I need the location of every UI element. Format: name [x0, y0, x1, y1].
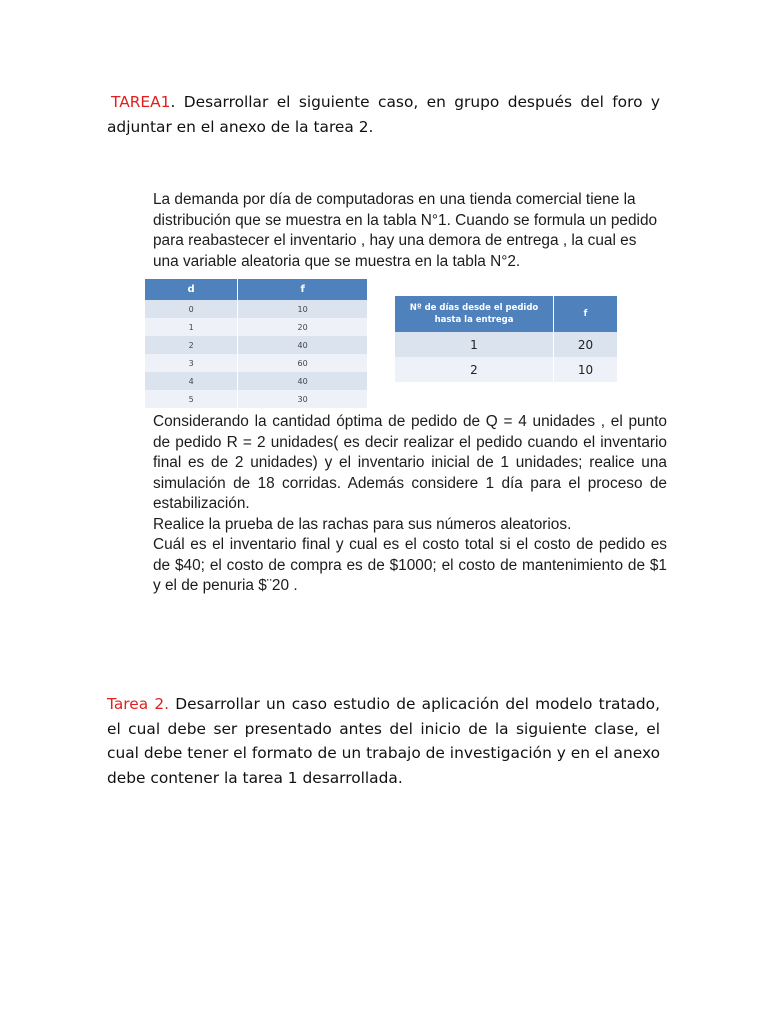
table1-cell: 0	[145, 300, 238, 318]
table1-header-f: f	[238, 279, 367, 300]
table1-cell: 3	[145, 354, 238, 372]
table-row	[145, 318, 367, 336]
demand-table	[145, 279, 367, 408]
table-row	[395, 357, 617, 382]
table2-cell: 2	[395, 357, 554, 382]
case-body-paragraph: Realice la prueba de las rachas para sus números aleatorios.	[153, 515, 572, 533]
table1-cell: 20	[238, 318, 367, 336]
table2-cell: 20	[554, 332, 618, 357]
table2-cell: 10	[554, 357, 618, 382]
table-row	[145, 300, 367, 318]
table1-header-d: d	[145, 279, 238, 300]
table1-cell: 10	[238, 300, 367, 318]
table1-cell: 40	[238, 372, 367, 390]
table2-cell: 1	[395, 332, 554, 357]
tarea2-text: Desarrollar un caso estudio de aplicación del modelo tratado, el cual debe ser presentado antes del inicio de la siguiente clase, el cual debe tener el formato de un trabajo de investigación y en el anexo debe contener la tarea 1 desarrollada.	[107, 695, 660, 787]
tarea1-label: TAREA1	[111, 93, 171, 111]
table2-header-days: Nº de días desde el pedido hasta la entrega	[395, 296, 554, 332]
table1-cell: 1	[145, 318, 238, 336]
case-body	[153, 412, 667, 597]
table1-cell: 40	[238, 336, 367, 354]
tarea1-paragraph	[107, 90, 660, 139]
table1-cell: 4	[145, 372, 238, 390]
table-row	[395, 332, 617, 357]
case-image	[145, 186, 665, 606]
table2-header-f: f	[554, 296, 618, 332]
table-row	[145, 372, 367, 390]
table1-cell: 60	[238, 354, 367, 372]
delivery-delay-table	[395, 296, 617, 382]
table1-cell: 30	[238, 390, 367, 408]
table-row	[145, 354, 367, 372]
tarea2-label: Tarea 2.	[107, 695, 170, 713]
tarea1-text: . Desarrollar el siguiente caso, en grupo después del foro y adjuntar en el anexo de la tarea 2.	[107, 93, 660, 136]
tarea2-paragraph	[107, 692, 660, 790]
table1-cell: 5	[145, 390, 238, 408]
case-body-paragraph: Cuál es el inventario final y cual es el costo total si el costo de pedido es de $40; el costo de compra es de $1000; el costo de mantenimiento de $1 y el de penuria $¨20 .	[153, 536, 667, 594]
case-body-paragraph: Considerando la cantidad óptima de pedido de Q = 4 unidades , el punto de pedido R = 2 unidades( es decir realizar el pedido cuando el inventario final es de 2 unidades) y el inventario inicial de 1 unidades; realice una simulación de 18 corridas. Además considere 1 día para el proceso de estabilización.	[153, 413, 667, 512]
case-intro: La demanda por día de computadoras en una tienda comercial tiene la distribución que se muestra en la tabla N°1. Cuando se formula un pedido para reabastecer el inventario , hay una demora de entrega , la cual es una variable aleatoria que se muestra en la tabla N°2.	[153, 191, 658, 270]
table-row	[145, 390, 367, 408]
table1-cell: 2	[145, 336, 238, 354]
table-row	[145, 336, 367, 354]
